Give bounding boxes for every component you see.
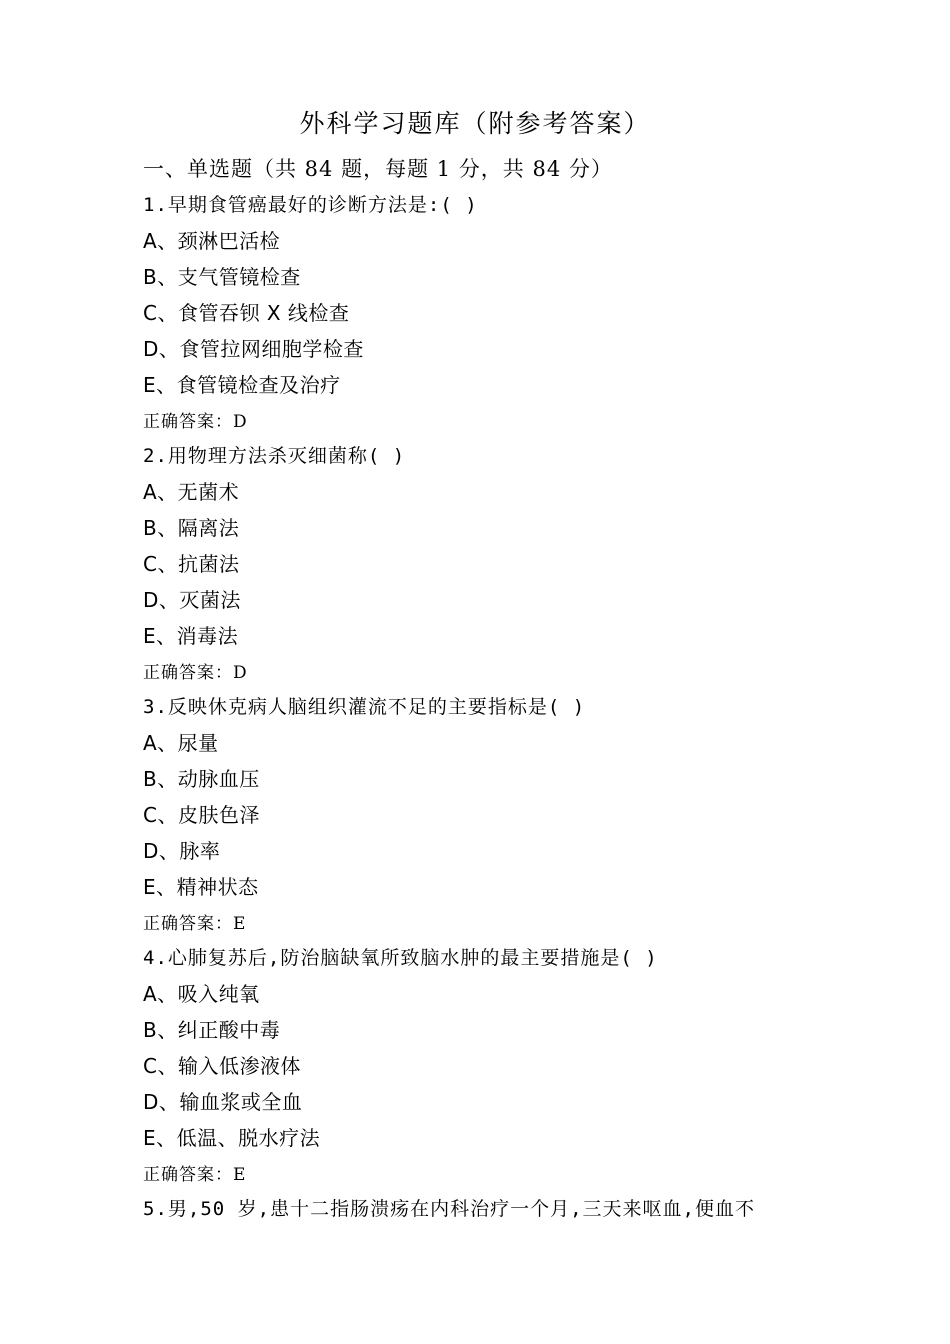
question-option: B、隔离法 xyxy=(143,516,240,540)
correct-answer: 正确答案：E xyxy=(143,914,247,934)
question-option: D、输血浆或全血 xyxy=(143,1090,303,1114)
section-heading: 一、单选题（共 84 题，每题 1 分，共 84 分） xyxy=(143,157,613,181)
question-stem: 1.早期食管癌最好的诊断方法是:( ) xyxy=(143,194,478,216)
question-option: A、颈淋巴活检 xyxy=(143,229,281,253)
correct-answer: 正确答案：E xyxy=(143,1165,247,1185)
question-option: D、食管拉网细胞学检查 xyxy=(143,337,364,361)
question-option: E、食管镜检查及治疗 xyxy=(143,373,341,397)
question-option: E、消毒法 xyxy=(143,624,239,648)
page-title: 外科学习题库（附参考答案） xyxy=(299,109,651,138)
question-option: C、食管吞钡 X 线检查 xyxy=(143,301,350,325)
correct-answer: 正确答案：D xyxy=(143,412,248,432)
question-option: A、无菌术 xyxy=(143,480,240,504)
question-stem: 3.反映休克病人脑组织灌流不足的主要指标是( ) xyxy=(143,696,586,718)
question-option: A、尿量 xyxy=(143,731,219,755)
question-option: B、支气管镜检查 xyxy=(143,265,301,289)
question-option: C、输入低渗液体 xyxy=(143,1054,301,1078)
question-stem: 5.男,50 岁,患十二指肠溃疡在内科治疗一个月,三天来呕血,便血不 xyxy=(143,1198,755,1220)
question-option: E、低温、脱水疗法 xyxy=(143,1126,321,1150)
correct-answer: 正确答案：D xyxy=(143,663,248,683)
question-option: B、纠正酸中毒 xyxy=(143,1018,281,1042)
question-stem: 2.用物理方法杀灭细菌称( ) xyxy=(143,445,406,467)
question-stem: 4.心肺复苏后,防治脑缺氧所致脑水肿的最主要措施是( ) xyxy=(143,947,658,969)
question-option: C、抗菌法 xyxy=(143,552,240,576)
question-option: B、动脉血压 xyxy=(143,767,260,791)
question-option: D、脉率 xyxy=(143,839,221,863)
question-option: E、精神状态 xyxy=(143,875,259,899)
question-option: C、皮肤色泽 xyxy=(143,803,260,827)
question-option: D、灭菌法 xyxy=(143,588,241,612)
question-option: A、吸入纯氧 xyxy=(143,982,260,1006)
